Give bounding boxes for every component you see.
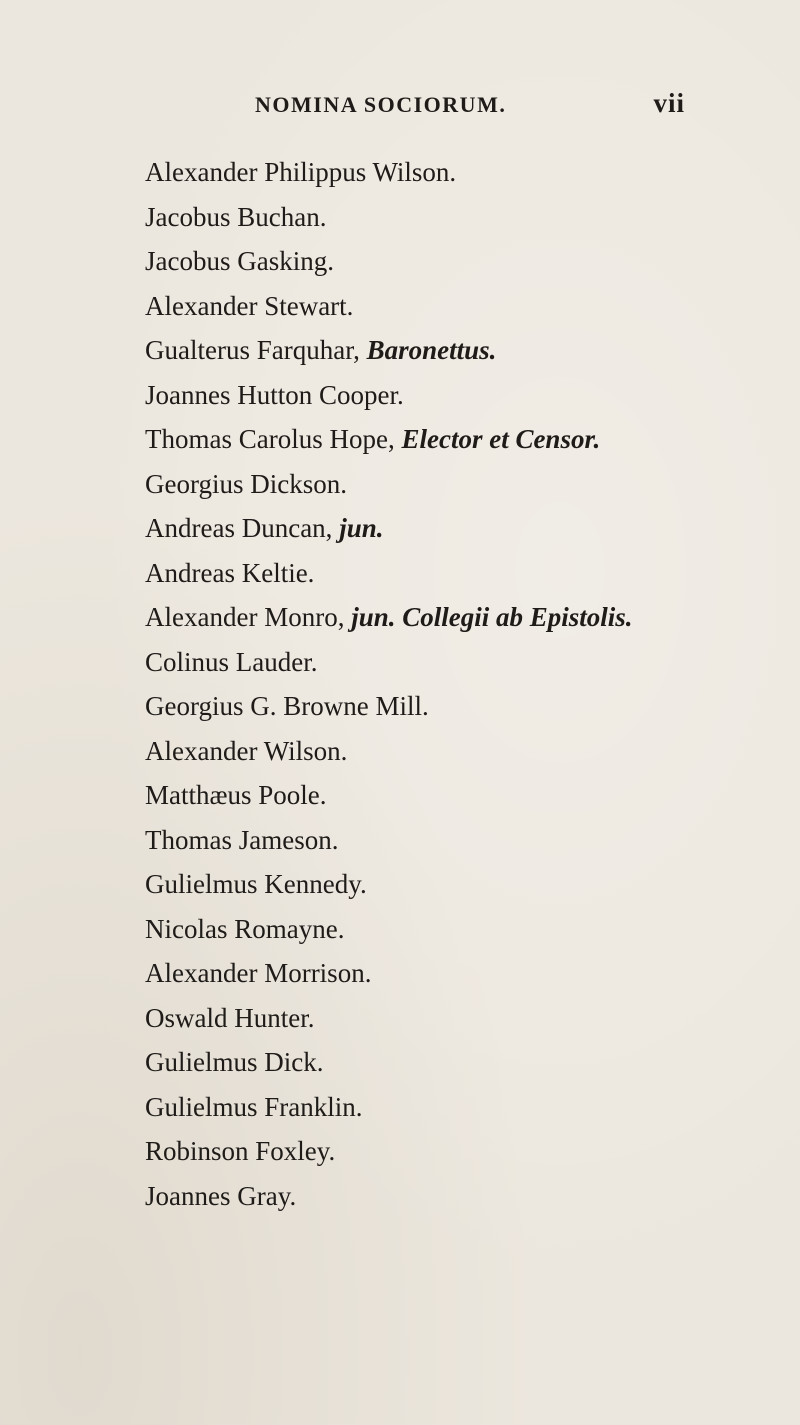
member-title-note: jun. Collegii ab Epistolis. [351, 602, 633, 632]
running-title: NOMINA SOCIORUM. [255, 92, 507, 117]
list-item [145, 239, 795, 284]
member-name: Nicolas Romayne. [145, 913, 345, 944]
list-item [145, 1085, 795, 1130]
member-title-note: Baronettus. [366, 335, 497, 365]
member-name: Joannes Gray. [145, 1180, 297, 1211]
member-title-note: jun. [339, 513, 384, 543]
list-item [145, 373, 795, 418]
member-name: Georgius G. Browne Mill. [145, 691, 429, 721]
member-name: Gualterus Farquhar, [145, 335, 367, 365]
member-name: Andreas Duncan, [145, 513, 340, 543]
list-item [145, 640, 795, 685]
list-item [145, 1174, 795, 1219]
list-item [145, 818, 795, 863]
list-item [145, 729, 795, 774]
page-number: vii [653, 88, 685, 118]
member-name: Gulielmus Franklin. [145, 1091, 363, 1122]
list-item [145, 195, 795, 240]
list-item [145, 951, 795, 996]
member-name: Robinson Foxley. [145, 1136, 336, 1166]
list-item [145, 284, 795, 329]
member-name: Matthæus Poole. [145, 780, 327, 810]
list-item [145, 417, 795, 462]
list-item [145, 1129, 795, 1174]
member-name: Thomas Carolus Hope, [145, 424, 402, 454]
list-item [145, 773, 795, 818]
member-name: Alexander Philippus Wilson. [145, 157, 457, 187]
page-header [255, 88, 685, 122]
member-name: Alexander Morrison. [145, 958, 372, 988]
member-name: Alexander Wilson. [145, 735, 348, 766]
member-name: Jacobus Buchan. [145, 201, 327, 232]
list-item [145, 862, 795, 907]
list-item [145, 1040, 795, 1085]
list-item [145, 462, 795, 507]
list-item [145, 150, 795, 195]
list-item [145, 684, 795, 729]
member-name-list [145, 150, 795, 1218]
member-name: Thomas Jameson. [145, 824, 339, 855]
member-name: Colinus Lauder. [145, 646, 318, 677]
member-name: Gulielmus Kennedy. [145, 869, 367, 899]
member-name: Georgius Dickson. [145, 468, 347, 499]
list-item [145, 907, 795, 952]
member-name: Joannes Hutton Cooper. [145, 379, 404, 410]
list-item [145, 506, 795, 551]
list-item [145, 996, 795, 1041]
member-title-note: Elector et Censor. [401, 424, 601, 454]
list-item [145, 328, 795, 373]
member-name: Gulielmus Dick. [145, 1047, 324, 1077]
member-name: Andreas Keltie. [145, 557, 315, 588]
list-item [145, 551, 795, 596]
member-name: Oswald Hunter. [145, 1002, 315, 1033]
member-name: Alexander Monro, [145, 602, 352, 632]
member-name: Alexander Stewart. [145, 290, 354, 321]
member-name: Jacobus Gasking. [145, 246, 334, 276]
list-item [145, 595, 795, 640]
